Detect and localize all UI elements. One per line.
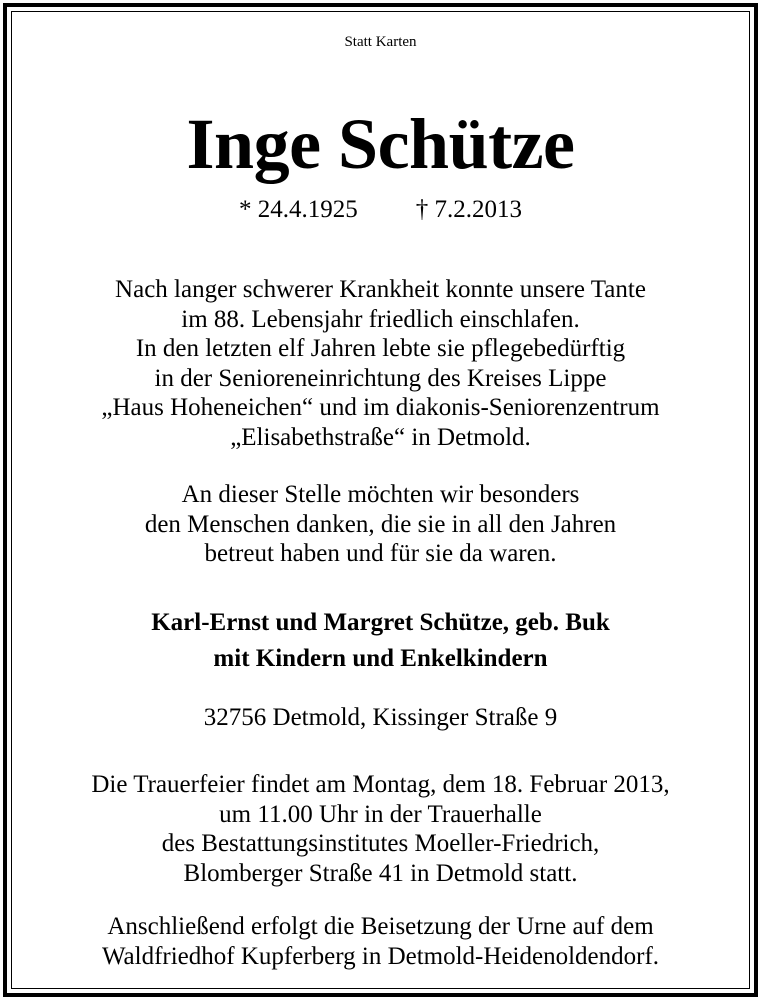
family-line: Karl-Ernst und Margret Schütze, geb. Buk [151, 609, 610, 636]
deceased-name: Inge Schütze [186, 104, 575, 184]
paragraph-thanks [14, 480, 747, 569]
life-dates [14, 196, 747, 224]
text-line: Die Trauerfeier findet am Montag, dem 18. Februar 2013, [91, 771, 670, 798]
text-line: Anschließend erfolgt die Beisetzung der Urne auf dem [107, 913, 654, 940]
statt-karten-note: Statt Karten [344, 34, 417, 50]
text-line: im 88. Lebensjahr friedlich einschlafen. [181, 305, 580, 333]
text-line: „Haus Hoheneichen“ und im diakonis-Seniorenzentrum [101, 394, 660, 421]
text-line: betreut haben und für sie da waren. [204, 540, 557, 567]
paragraph-illness [14, 275, 747, 452]
text-line: Waldfriedhof Kupferberg in Detmold-Heidenoldendorf. [101, 942, 660, 970]
paragraph-burial [14, 912, 747, 971]
paragraph-funeral [14, 770, 747, 888]
death-date: † 7.2.2013 [415, 196, 522, 223]
family-signature [14, 605, 747, 677]
birth-date: * 24.4.1925 [239, 196, 358, 223]
text-line: Nach langer schwerer Krankheit konnte unsere Tante [115, 276, 646, 303]
text-line: Blomberger Straße 41 in Detmold statt. [183, 859, 578, 887]
text-line: An dieser Stelle möchten wir besonders [181, 481, 580, 508]
text-line: des Bestattungsinstitutes Moeller-Friedrich, [161, 830, 600, 857]
family-line: mit Kindern und Enkelkindern [213, 645, 548, 672]
text-line: In den letzten elf Jahren lebte sie pflegebedürftig [135, 335, 626, 362]
text-line: den Menschen danken, die sie in all den Jahren [144, 510, 617, 538]
text-line: in der Senioreneinrichtung des Kreises Lippe [154, 364, 607, 392]
text-line: „Elisabethstraße“ in Detmold. [230, 423, 531, 451]
text-line: um 11.00 Uhr in der Trauerhalle [219, 800, 542, 828]
family-address: 32756 Detmold, Kissinger Straße 9 [203, 704, 558, 731]
